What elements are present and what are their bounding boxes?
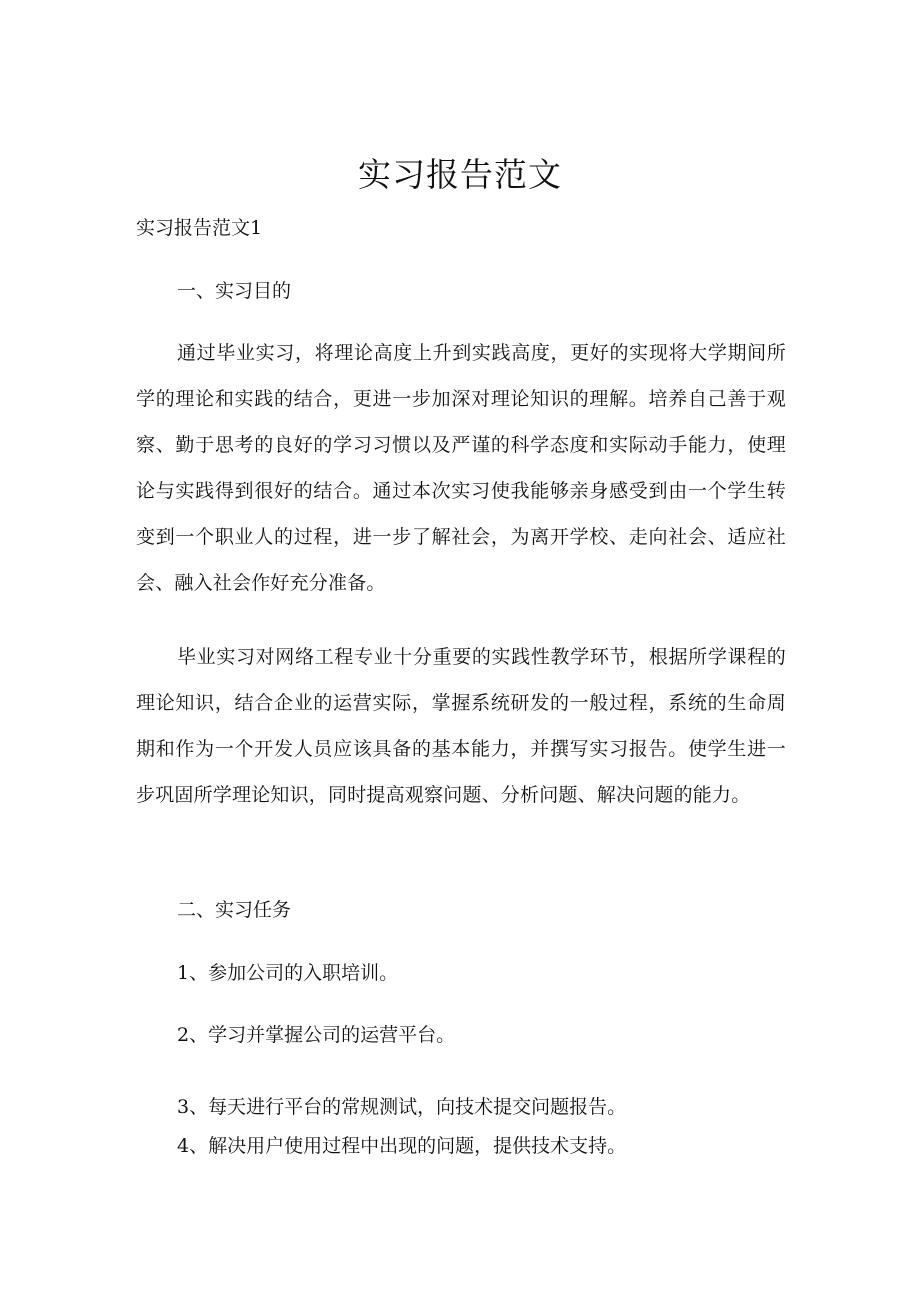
paragraph-purpose-2: 毕业实习对网络工程专业十分重要的实践性教学环节，根据所学课程的理论知识，结合企业的运营实际，掌握系统研发的一般过程，系统的生命周期和作为一个开发人员应该具备的基本能力，并撰写实习报告。使学生进一步巩固所学理论知识，同时提高观察问题、分析问题、解决问题的能力。: [136, 646, 786, 806]
task-item-4: 4、解决用户使用过程中出现的问题，提供技术支持。: [177, 1135, 627, 1157]
section-heading-tasks: 二、实习任务: [177, 899, 292, 921]
task-item-1: 1、参加公司的入职培训。: [177, 962, 399, 984]
task-item-2: 2、学习并掌握公司的运营平台。: [177, 1024, 456, 1046]
paragraph-purpose-1: 通过毕业实习，将理论高度上升到实践高度，更好的实现将大学期间所学的理论和实践的结合，更进一步加深对理论知识的理解。培养自己善于观察、勤于思考的良好的学习习惯以及严谨的科学态度和实际动手能力，使理论与实践得到很好的结合。通过本次实习使我能够亲身感受到由一个学生转变到一个职业人的过程，进一步了解社会，为离开学校、走向社会、适应社会、融入社会作好充分准备。: [136, 342, 786, 594]
document-title: 实习报告范文: [358, 155, 562, 194]
section-heading-purpose: 一、实习目的: [177, 280, 292, 302]
task-item-3: 3、每天进行平台的常规测试，向技术提交问题报告。: [177, 1096, 627, 1118]
document-subtitle: 实习报告范文1: [136, 217, 263, 239]
